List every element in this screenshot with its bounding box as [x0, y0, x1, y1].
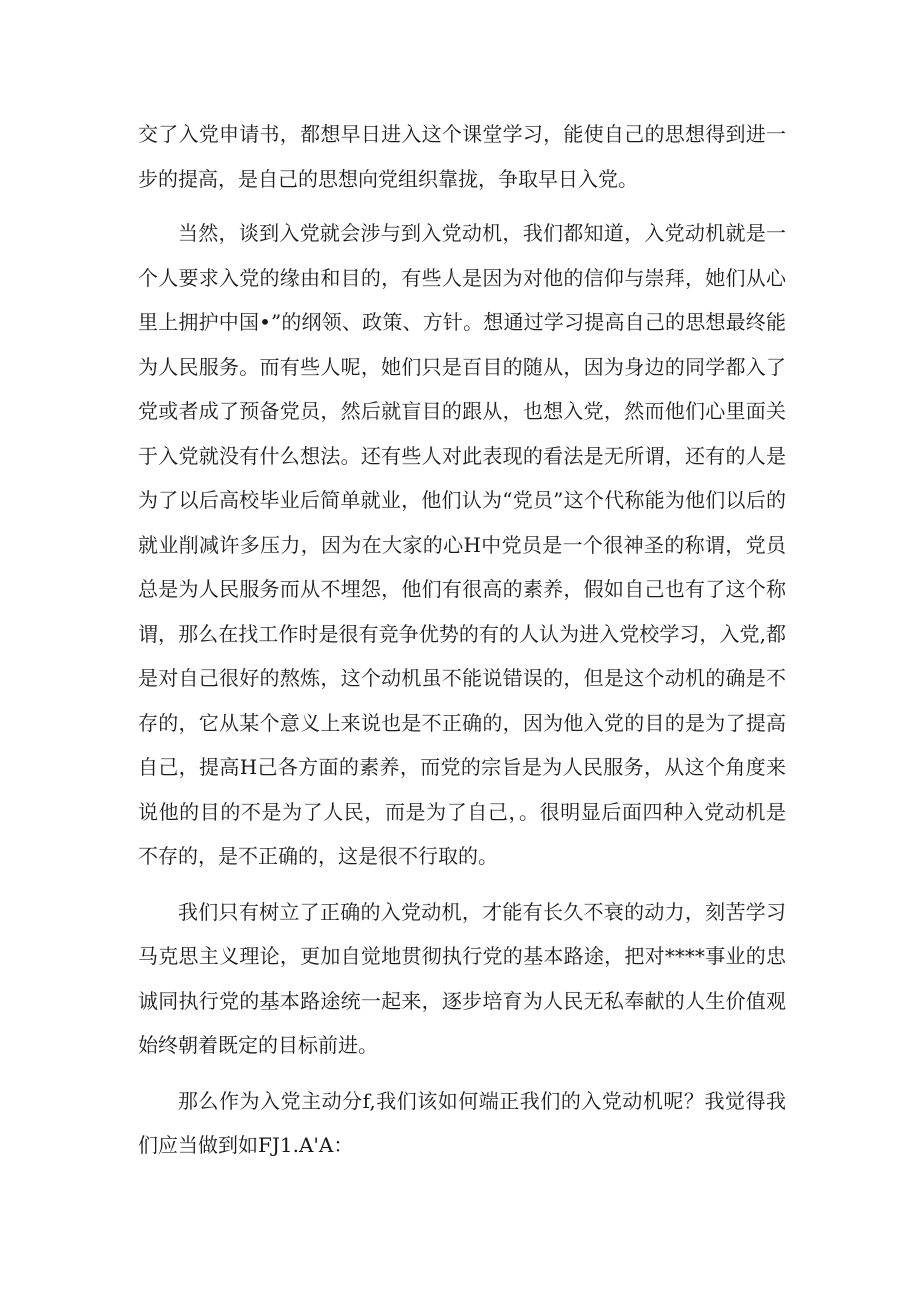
paragraph-4: 那么作为入党主动分f,我们该如何端正我们的入党动机呢？我觉得我们应当做到如FJ1.A'A： [138, 1088, 786, 1157]
paragraph-3: 我们只有树立了正确的入党动机，才能有长久不衰的动力，刻苦学习马克思主义理论，更加自觉地贯彻执行党的基本路途，把对****事业的忠诚同执行党的基本路途统一起来，逐步培育为人民无私奉献的人生价值观始终朝着既定的目标前进。 [138, 899, 786, 1057]
paragraph-1: 交了入党申请书，都想早日进入这个课堂学习，能使自己的思想得到进一步的提高，是自己的思想向党组织靠拢，争取早日入党。 [138, 122, 786, 191]
paragraph-2: 当然，谈到入党就会涉与到入党动机，我们都知道，入党动机就是一个人要求入党的缘由和目的，有些人是因为对他的信仰与崇拜，她们从心里上拥护中国•”的纲领、政策、方针。想通过学习提高自己的思想最终能为人民服务。而有些人呢，她们只是百目的随从，因为身边的同学都入了党或者成了预备党员，然后就盲目的跟从，也想入党，然而他们心里面关于入党就没有什么想法。还有些人对此表现的看法是无所谓，还有的人是为了以后高校毕业后简单就业，他们认为“党员”这个代称能为他们以后的就业削减许多压力，因为在大家的心H中党员是一个很神圣的称谓，党员总是为人民服务而从不埋怨，他们有很高的素养，假如自己也有了这个称谓，那么在找工作时是很有竞争优势的有的人认为进入党校学习，入党,都是对自己很好的熬炼，这个动机虽不能说错误的，但是这个动机的确是不存的，它从某个意义上来说也是不正确的，因为他入党的目的是为了提高自己，提高H己各方面的素养，而党的宗旨是为人民服务，从这个角度来说他的目的不是为了人民，而是为了自己，。很明显后面四种入党动机是不存的，是不正确的，这是很不行取的。 [138, 221, 786, 868]
document-body [138, 112, 786, 1179]
